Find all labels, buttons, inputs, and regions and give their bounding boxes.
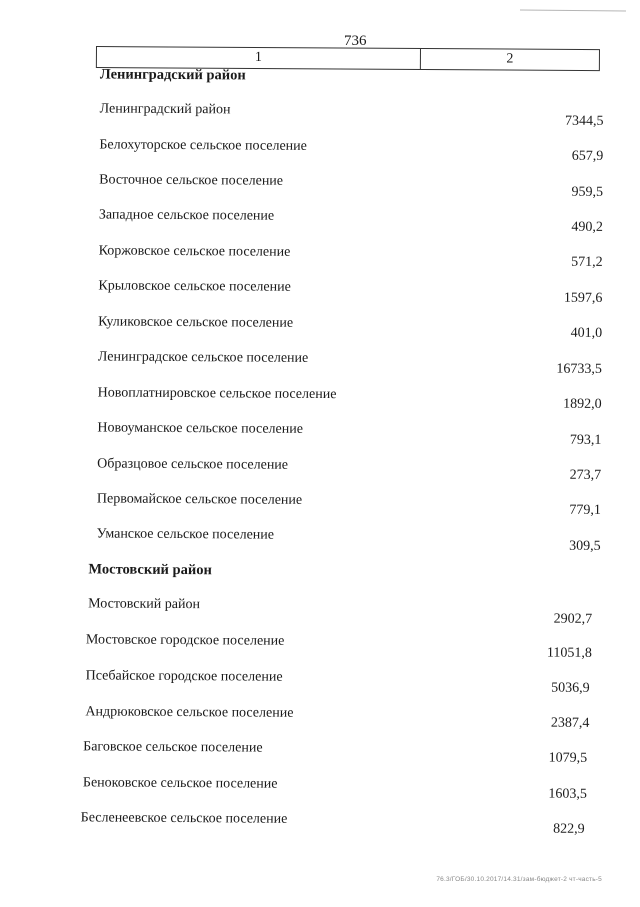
row-value: 779,1	[569, 502, 601, 518]
row-value: 1603,5	[548, 786, 587, 802]
row-name: Новоплатнировское сельское поселение	[97, 385, 337, 403]
row-value: 401,0	[570, 325, 603, 341]
row-value: 309,5	[569, 538, 601, 554]
row-name: Западное сельское поселение	[98, 207, 275, 224]
row-value: 11051,8	[546, 645, 592, 661]
row-value: 822,9	[553, 821, 585, 837]
row-name: Крыловское сельское поселение	[98, 278, 291, 295]
row-name: Ленинградское сельское поселение	[97, 349, 309, 366]
row-value: 7344,5	[565, 113, 604, 129]
row-name: Куликовское сельское поселение	[98, 314, 294, 331]
row-name: Мостовское городское поселение	[85, 632, 285, 649]
column-header-1: 1	[97, 47, 421, 69]
row-value: 657,9	[571, 148, 604, 164]
row-name: Коржовское сельское поселение	[98, 243, 291, 260]
row-name: Беноковское сельское поселение	[82, 775, 278, 792]
row-value: 959,5	[571, 184, 604, 200]
section-heading-mostovsky: Мостовский район	[88, 561, 212, 579]
document-footer-stamp: 76.3/ГОБ/30.10.2017/14.31/зам-бюджет-2 чт-часть-5	[436, 876, 602, 883]
row-value: 16733,5	[556, 361, 602, 377]
row-value: 5036,9	[551, 680, 590, 696]
row-name: Мостовский район	[88, 596, 201, 613]
row-name: Новоуманское сельское поселение	[97, 420, 304, 437]
row-value: 490,2	[571, 219, 603, 235]
row-name: Восточное сельское поселение	[99, 172, 284, 189]
row-value: 273,7	[569, 467, 602, 483]
row-name: Уманское сельское поселение	[96, 526, 275, 543]
row-value: 1597,6	[563, 290, 603, 306]
row-value: 793,1	[569, 432, 602, 448]
row-value: 571,2	[571, 254, 603, 270]
row-name: Образцовое сельское поселение	[97, 456, 289, 473]
row-name: Ленинградский район	[99, 101, 231, 118]
row-name: Белохуторское сельское поселение	[99, 137, 307, 154]
row-value: 2387,4	[550, 715, 590, 731]
section-heading-leningradsky: Ленинградский район	[99, 66, 246, 84]
row-name: Бесленеевское сельское поселение	[80, 810, 288, 827]
column-header-2: 2	[506, 51, 514, 67]
row-name: Баговское сельское поселение	[83, 739, 263, 756]
row-value: 1079,5	[548, 750, 588, 766]
row-name: Первомайское сельское поселение	[96, 491, 303, 508]
row-name: Псебайское городское поселение	[85, 668, 283, 685]
page-number: 736	[344, 33, 367, 49]
row-value: 2902,7	[553, 611, 593, 627]
row-value: 1892,0	[563, 396, 602, 412]
row-name: Андрюковское сельское поселение	[85, 704, 294, 721]
